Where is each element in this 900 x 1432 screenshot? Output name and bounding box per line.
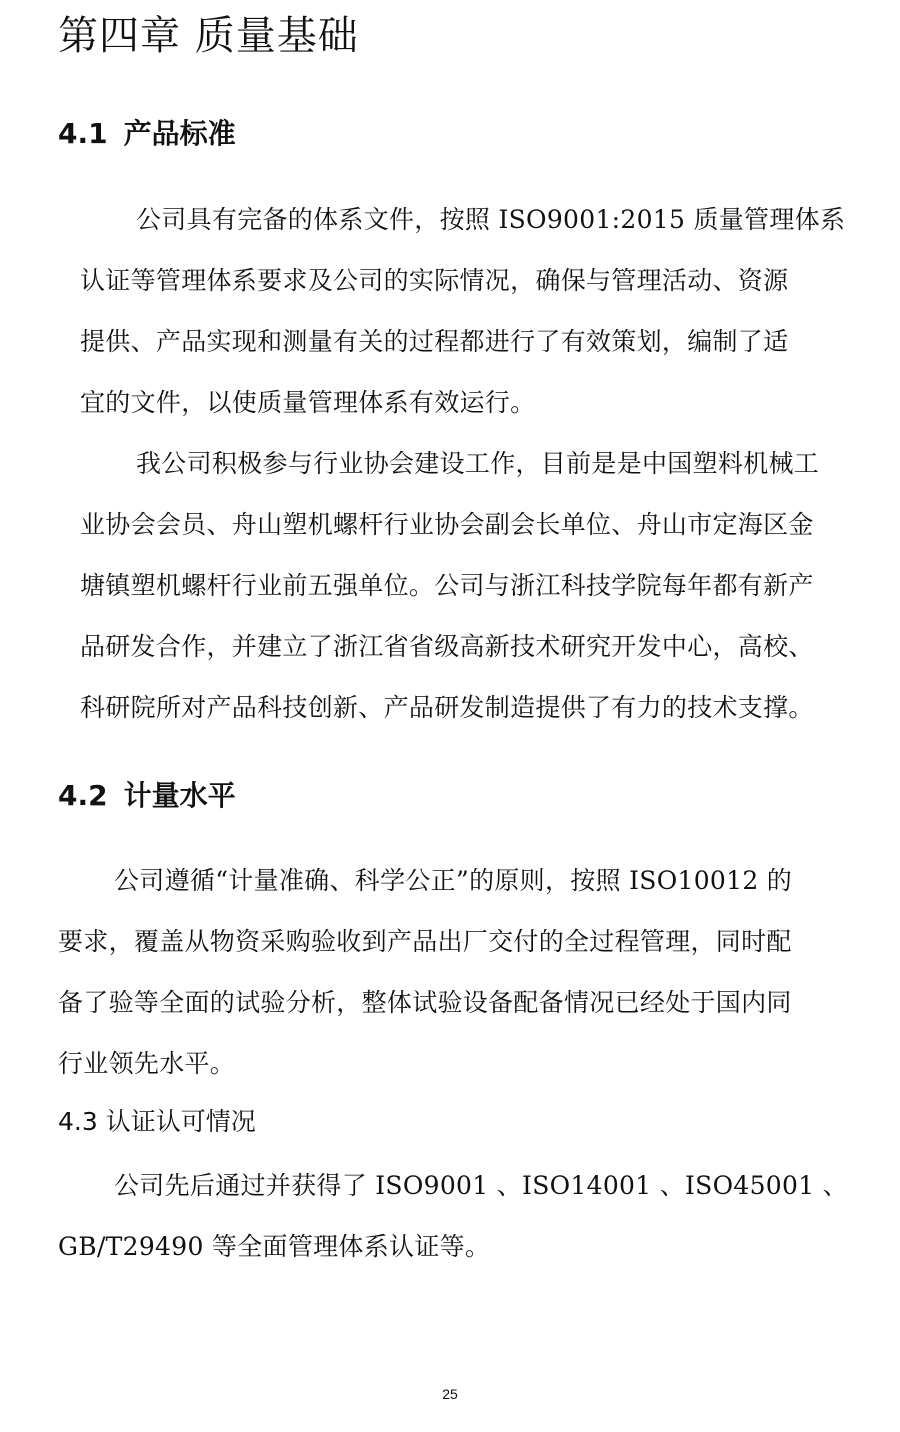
body-line: 认证等管理体系要求及公司的实际情况，确保与管理活动、资源 (80, 266, 789, 295)
section-number: 4.1 (58, 117, 108, 150)
body-line: 宜的文件，以使质量管理体系有效运行。 (80, 388, 536, 417)
section-heading-4-2 (58, 776, 236, 816)
body-line: 品研发合作，并建立了浙江省省级高新技术研究开发中心，高校、 (80, 632, 814, 661)
section-heading-4-3: 4.3 认证认可情况 (58, 1107, 256, 1136)
body-line: 塘镇塑机螺杆行业前五强单位。公司与浙江科技学院每年都有新产 (80, 571, 814, 600)
body-line: 备了验等全面的试验分析，整体试验设备配备情况已经处于国内同 (58, 988, 792, 1017)
section-title: 产品标准 (123, 117, 236, 150)
body-line: 业协会会员、舟山塑机螺杆行业协会副会长单位、舟山市定海区金 (80, 510, 814, 539)
body-line: 行业领先水平。 (58, 1049, 236, 1078)
body-line: 科研院所对产品科技创新、产品研发制造提供了有力的技术支撑。 (80, 693, 814, 722)
section-heading-4-1 (58, 114, 236, 154)
section-title: 计量水平 (123, 779, 236, 812)
body-line: 公司具有完备的体系文件，按照 ISO9001:2015 质量管理体系 (136, 205, 846, 234)
page-number: 25 (442, 1386, 458, 1402)
section-number: 4.2 (58, 779, 108, 812)
body-line: 要求，覆盖从物资采购验收到产品出厂交付的全过程管理，同时配 (58, 927, 792, 956)
body-line: 我公司积极参与行业协会建设工作，目前是是中国塑料机械工 (136, 449, 820, 478)
body-line: 提供、产品实现和测量有关的过程都进行了有效策划，编制了适 (80, 327, 789, 356)
body-line: 公司先后通过并获得了 ISO9001 、ISO14001 、ISO45001 、 (114, 1171, 848, 1200)
body-line: 公司遵循“计量准确、科学公正”的原则，按照 ISO10012 的 (114, 866, 793, 895)
chapter-title: 第四章 质量基础 (58, 13, 359, 59)
body-line: GB/T29490 等全面管理体系认证等。 (58, 1232, 491, 1261)
